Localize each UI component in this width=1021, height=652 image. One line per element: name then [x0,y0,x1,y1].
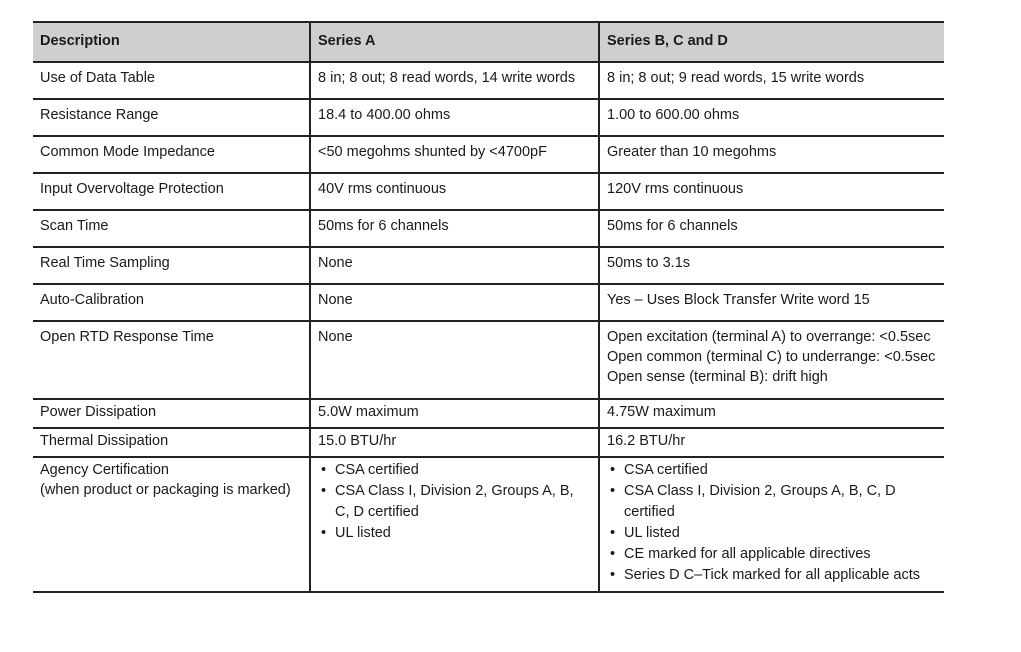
row-series-a: 40V rms continuous [310,173,599,210]
row-series-a: None [310,321,599,399]
list-item: • CSA certified [607,460,937,481]
open-rtd-line: Open excitation (terminal A) to overrange: <0.5sec [607,329,931,345]
row-series-bcd [599,321,944,399]
table-row-power [33,399,944,428]
table-row [33,247,944,284]
row-series-bcd: 50ms for 6 channels [599,210,944,247]
row-description: Thermal Dissipation [33,428,310,457]
row-series-bcd: 8 in; 8 out; 9 read words, 15 write words [599,62,944,99]
header-description: Description [33,22,310,62]
header-series-bcd: Series B, C and D [599,22,944,62]
row-series-bcd: Yes – Uses Block Transfer Write word 15 [599,284,944,321]
row-series-a: 8 in; 8 out; 8 read words, 14 write words [310,62,599,99]
row-series-bcd: 1.00 to 600.00 ohms [599,99,944,136]
row-description: Power Dissipation [33,399,310,428]
row-description: Open RTD Response Time [33,321,310,399]
table-header-row [33,22,944,62]
row-description: Use of Data Table [33,62,310,99]
row-series-a [310,457,599,592]
row-series-a: 15.0 BTU/hr [310,428,599,457]
table-row [33,210,944,247]
table-row [33,99,944,136]
row-description: Auto-Calibration [33,284,310,321]
specifications-table [33,21,944,593]
table-row [33,136,944,173]
row-description: Input Overvoltage Protection [33,173,310,210]
list-item: • CSA Class I, Division 2, Groups A, B, C, D certified [607,481,937,523]
list-item: • Series D C–Tick marked for all applicable acts [607,565,937,586]
row-series-bcd: Greater than 10 megohms [599,136,944,173]
row-series-a: 5.0W maximum [310,399,599,428]
row-description: Real Time Sampling [33,247,310,284]
row-description: Resistance Range [33,99,310,136]
header-series-a: Series A [310,22,599,62]
list-item: • CSA certified [318,460,591,481]
table-row [33,173,944,210]
table-row [33,284,944,321]
open-rtd-line: Open common (terminal C) to underrange: <0.5sec [607,349,936,365]
open-rtd-line: Open sense (terminal B): drift high [607,369,828,385]
row-description: Scan Time [33,210,310,247]
agency-subtitle: (when product or packaging is marked) [40,482,291,498]
row-series-a: 50ms for 6 channels [310,210,599,247]
series-a-cert-list [318,460,591,544]
row-series-a: None [310,284,599,321]
table-row-open-rtd [33,321,944,399]
row-series-bcd: 16.2 BTU/hr [599,428,944,457]
row-series-bcd [599,457,944,592]
row-series-a: None [310,247,599,284]
row-series-bcd: 4.75W maximum [599,399,944,428]
list-item: • UL listed [607,523,937,544]
row-series-bcd: 120V rms continuous [599,173,944,210]
row-series-a: 18.4 to 400.00 ohms [310,99,599,136]
list-item: • UL listed [318,523,591,544]
agency-title: Agency Certification [40,462,169,478]
row-series-a: <50 megohms shunted by <4700pF [310,136,599,173]
table-row-agency [33,457,944,592]
row-description: Common Mode Impedance [33,136,310,173]
row-series-bcd: 50ms to 3.1s [599,247,944,284]
row-description [33,457,310,592]
list-item: • CE marked for all applicable directives [607,544,937,565]
list-item: • CSA Class I, Division 2, Groups A, B, C, D certified [318,481,591,523]
series-bcd-cert-list [607,460,937,586]
table-row [33,62,944,99]
table-row-thermal [33,428,944,457]
